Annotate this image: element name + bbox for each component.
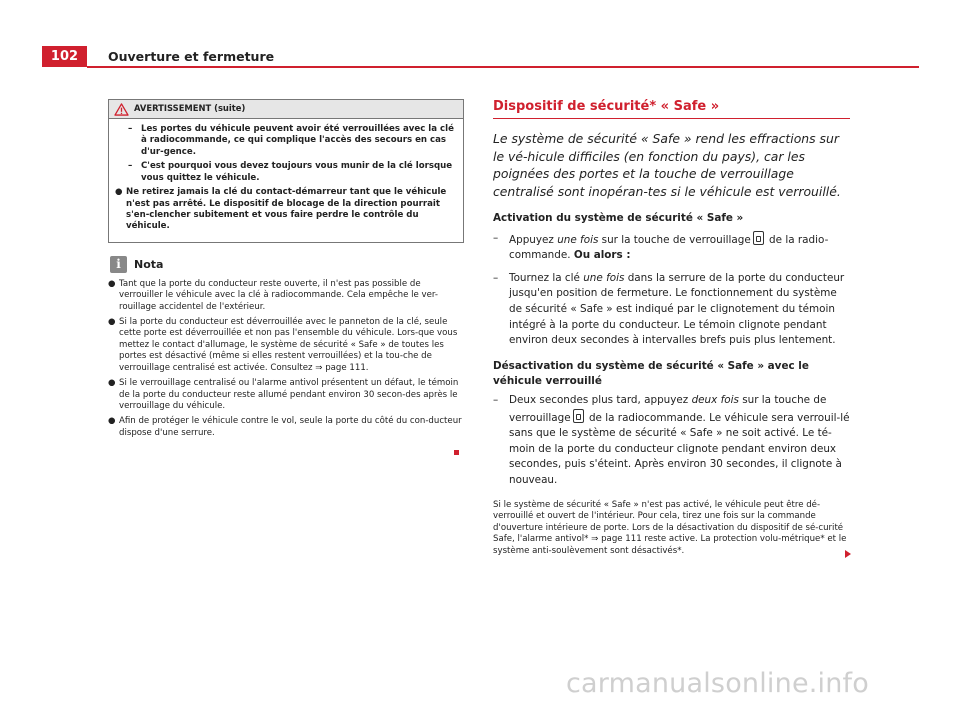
section-title: Dispositif de sécurité* « Safe » <box>493 99 720 114</box>
warning-bullet-text: Ne retirez jamais la clé du contact-démarreur tant que le véhicule n'est pas arrêté. Le dispositif de blocage de la direction pourrait s'en-clencher subitement et vous faire perdre le contrôle du véhicule. <box>126 187 447 232</box>
nota-list <box>108 279 464 439</box>
dash-marker: – <box>128 161 133 172</box>
nota-item-text: Tant que la porte du conducteur reste ouverte, il n'est pas possible de verrouiller le véhicule avec la clé à radiocommande. Cela empêche le ver-rouillage accidentel de l'extérieur. <box>119 278 438 312</box>
warning-title: AVERTISSEMENT (suite) <box>134 103 246 114</box>
right-column <box>493 99 850 558</box>
section-lead: Le système de sécurité « Safe » rend les effractions sur le vé-hicule difficiles (en fonction du pays), car les poignées des portes et la touche de verrouillage centralisé sont inopéran-tes si le véhicule est verrouillé. <box>493 131 841 199</box>
section-end-marker <box>454 450 459 455</box>
activation-step-text <box>509 271 850 349</box>
page-number: 102 <box>42 46 87 67</box>
nota-item-text: Si la porte du conducteur est déverrouillée avec le panneton de la clé, seule cette porte est déverrouillée et non pas l'ensemble du véhicule. Lors-que vous mettez le contact d'allumage, le système de sécurité « Safe » de toutes les portes est désactivé (même si elles restent verrouillées) et la tou-che de verrouillage centralisé est activée. Consultez ⇒ page 111. <box>119 317 458 373</box>
deactivation-heading: Désactivation du système de sécurité « Safe » avec le véhicule verrouillé <box>493 359 809 387</box>
warning-header <box>109 100 463 119</box>
step-bold: Ou alors : <box>573 249 631 262</box>
step-text: sur la touche de verrouillage <box>509 393 827 424</box>
safe-note: Si le système de sécurité « Safe » n'est pas activé, le véhicule peut être dé-verrouillé et ouvert de l'intérieur. Pour cela, tirez une fois sur la commande d'ouverture intérieure de porte. Lors de la désactivation du dispositif de sé-curité Safe, l'alarme antivol* ⇒ page 111 reste active. La protection volu-métrique* et le système anti-soulèvement sont désactivés*. <box>493 499 847 556</box>
warning-bullet-item <box>115 187 457 233</box>
step-text: Tournez la clé <box>509 271 584 284</box>
deactivation-step <box>493 393 850 489</box>
step-text: de la radio-commande. <box>509 233 829 262</box>
warning-dash-item <box>128 161 457 184</box>
nota-title: Nota <box>134 257 164 271</box>
lock-key-icon <box>753 231 764 245</box>
warning-dash-item <box>128 124 457 158</box>
nota-item <box>108 416 464 439</box>
nota-item-text: Si le verrouillage centralisé ou l'alarme antivol présentent un défaut, le témoin de la porte du conducteur reste allumé pendant environ 30 secon-des après le verrouillage du véhicule. <box>119 378 459 412</box>
step-text: dans la serrure de la porte du conducteur jusqu'en position de fermeture. Le fonctionnement du système de sécurité « Safe » est indiqué par le clignotement du témoin intégré à la porte du conducteur. Le témoin clignote pendant environ deux secondes à intervalles brefs puis plus lentement. <box>509 271 845 347</box>
dash-marker: – <box>493 231 499 244</box>
step-text: Appuyez <box>509 233 558 246</box>
step-text: sur la touche de verrouillage <box>598 233 751 246</box>
bullet-marker: ● <box>108 416 116 427</box>
step-emphasis: une fois <box>583 271 625 284</box>
lock-key-icon <box>573 409 584 423</box>
warning-dash-text: C'est pourquoi vous devez toujours vous munir de la clé lorsque vous quittez le véhicule. <box>141 161 453 183</box>
bullet-marker: ● <box>108 317 116 328</box>
activation-step-text <box>509 231 850 264</box>
bullet-marker: ● <box>108 378 116 389</box>
dash-marker: – <box>493 393 499 406</box>
warning-triangle-icon <box>114 103 129 116</box>
nota-item-text: Afin de protéger le véhicule contre le vol, seule la porte du côté du con-ducteur dispose d'une serrure. <box>119 416 462 438</box>
info-icon: i <box>110 256 127 273</box>
watermark: carmanualsonline.info <box>566 668 869 699</box>
step-emphasis: une fois <box>557 233 599 246</box>
nota-item <box>108 279 464 313</box>
step-text: de la radiocommande. Le véhicule sera verrouil-lé sans que le système de sécurité « Safe » ne soit activé. Le té-moin de la porte du conducteur clignote pendant environ deux secondes, puis s'éteint. Après environ 30 secondes, il clignote à nouveau. <box>509 411 850 486</box>
section-rule <box>493 118 850 119</box>
warning-box <box>108 99 464 243</box>
chapter-title: Ouverture et fermeture <box>108 49 275 64</box>
dash-marker: – <box>128 124 133 134</box>
left-column <box>108 99 464 443</box>
dash-marker: – <box>493 271 499 284</box>
step-text: Deux secondes plus tard, appuyez <box>509 393 692 406</box>
nota-item <box>108 378 464 412</box>
bullet-marker: ● <box>108 278 116 289</box>
continue-arrow-icon <box>845 550 851 558</box>
warning-body <box>109 119 463 242</box>
activation-heading: Activation du système de sécurité « Safe » <box>493 212 744 225</box>
activation-step <box>493 231 850 264</box>
warning-dash-text: Les portes du véhicule peuvent avoir été verrouillées avec la clé à radiocommande, ce qui complique l'accès des secours en cas d'ur-gence. <box>141 124 454 157</box>
deactivation-step-text <box>509 393 850 489</box>
step-emphasis: deux fois <box>691 393 739 406</box>
nota-item <box>108 317 464 374</box>
nota-header <box>108 256 464 273</box>
bullet-marker: ● <box>115 187 123 198</box>
activation-step <box>493 271 850 349</box>
header-rule <box>87 66 919 68</box>
nota-section <box>108 256 464 439</box>
